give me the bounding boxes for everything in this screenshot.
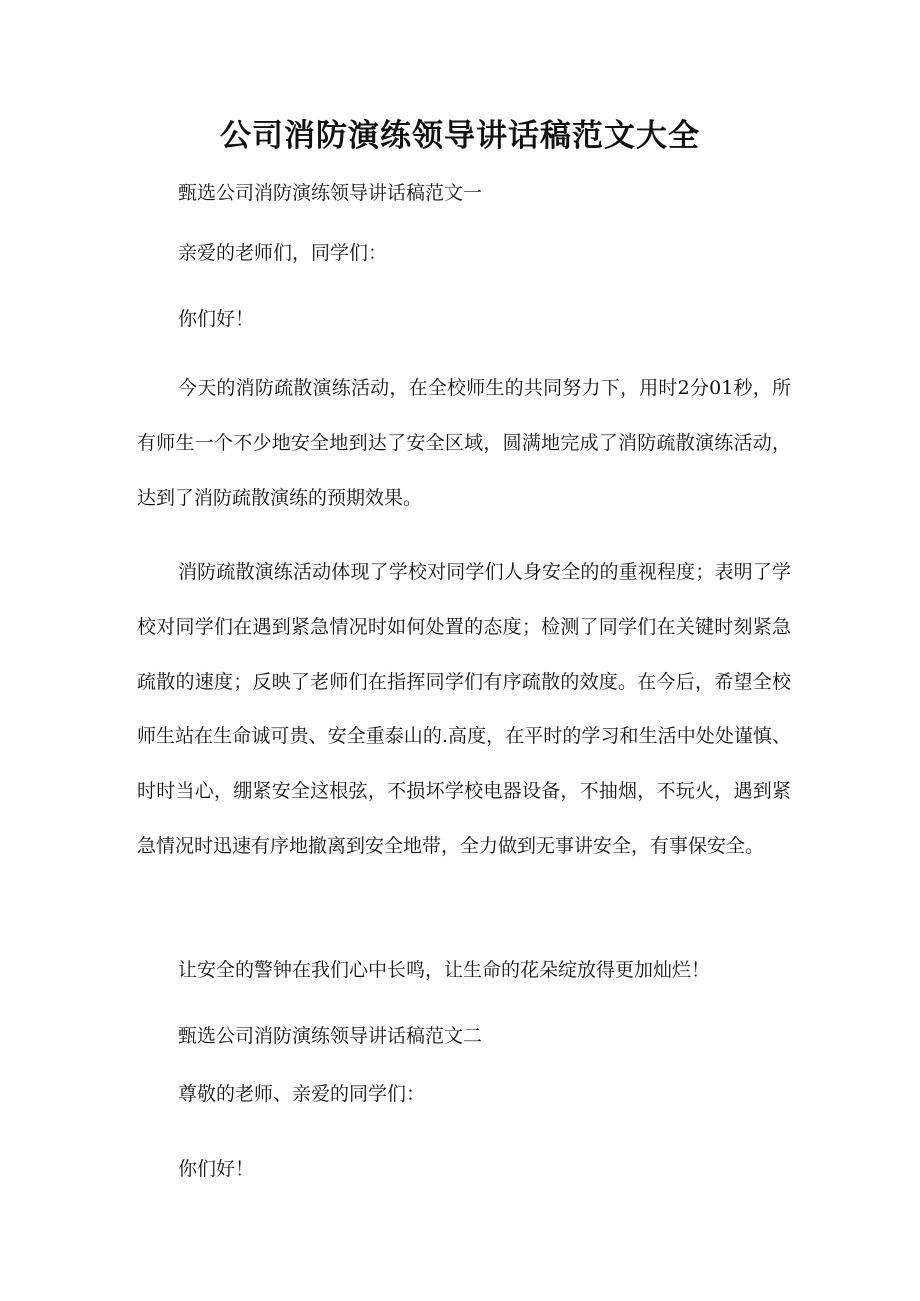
document-title: 公司消防演练领导讲话稿范文大全: [220, 118, 700, 154]
section2-salutation: 尊敬的老师、亲爱的同学们：: [178, 1083, 426, 1105]
section1-paragraph-2: 消防疏散演练活动体现了学校对同学们人身安全的的重视程度；表明了学校对同学们在遇到紧急情况时如何处置的态度；检测了同学们在关键时刻紧急疏散的速度；反映了老师们在指挥同学们有序疏散的效度。在今后，希望全校师生站在生命诚可贵、安全重泰山的.高度，在平时的学习和生活中处处谨慎、时时当心，绷紧安全这根弦，不损坏学校电器设备，不抽烟，不玩火，遇到紧急情况时迅速有序地撤离到安全地带，全力做到无事讲安全，有事保安全。: [137, 561, 791, 857]
section2-greeting: 你们好！: [178, 1158, 255, 1180]
section1-salutation: 亲爱的老师们，同学们：: [178, 242, 388, 264]
section1-greeting: 你们好！: [178, 308, 255, 330]
section1-closing: 让安全的警钟在我们心中长鸣，让生命的花朵绽放得更加灿烂！: [178, 959, 711, 981]
section1-paragraph-1: 今天的消防疏散演练活动，在全校师生的共同努力下，用时2分01秒，所有师生一个不少地安全地到达了安全区域，圆满地完成了消防疏散演练活动，达到了消防疏散演练的预期效果。: [137, 377, 791, 509]
section2-heading: 甄选公司消防演练领导讲话稿范文二: [178, 1025, 483, 1047]
section1-heading: 甄选公司消防演练领导讲话稿范文一: [178, 182, 483, 204]
